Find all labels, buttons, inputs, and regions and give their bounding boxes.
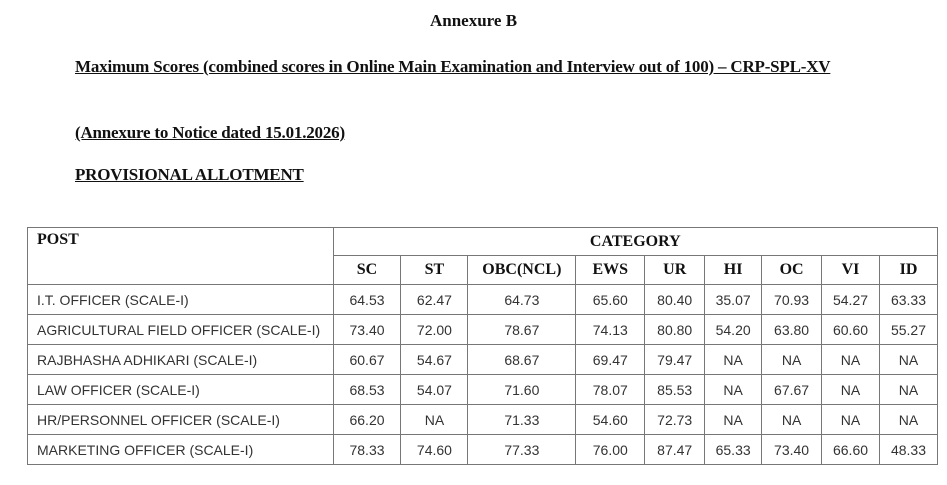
score-cell: 87.47 [645,435,705,465]
score-cell: NA [822,405,880,435]
score-cell: 54.20 [705,315,762,345]
score-cell: 73.40 [333,315,401,345]
score-cell: 69.47 [576,345,645,375]
category-header: CATEGORY [333,228,937,256]
score-cell: 64.53 [333,285,401,315]
score-cell: NA [879,345,937,375]
post-name-cell: MARKETING OFFICER (SCALE-I) [28,435,334,465]
score-cell: 60.67 [333,345,401,375]
score-cell: 74.60 [401,435,468,465]
score-cell: 65.33 [705,435,762,465]
score-cell: 64.73 [468,285,576,315]
score-cell: NA [401,405,468,435]
score-cell: 76.00 [576,435,645,465]
table-row [28,375,938,405]
score-cell: 48.33 [879,435,937,465]
notice-reference: (Annexure to Notice dated 15.01.2026) [75,123,345,142]
score-cell: 72.73 [645,405,705,435]
scores-table [27,227,938,465]
score-cell: 85.53 [645,375,705,405]
table-row [28,285,938,315]
score-cell: NA [762,345,822,375]
score-cell: 63.80 [762,315,822,345]
annexure-title: Annexure B [429,11,518,30]
score-cell: 71.33 [468,405,576,435]
column-header-hi: HI [705,256,762,285]
post-name-cell: RAJBHASHA ADHIKARI (SCALE-I) [28,345,334,375]
table-row [28,345,938,375]
score-cell: 66.20 [333,405,401,435]
score-cell: 78.33 [333,435,401,465]
score-cell: NA [822,345,880,375]
maximum-scores-heading: Maximum Scores (combined scores in Online Main Examination and Interview out of 100) – CRP-SPL-XV [75,57,831,76]
score-cell: 73.40 [762,435,822,465]
score-cell: 70.93 [762,285,822,315]
score-cell: 78.07 [576,375,645,405]
column-header-oc: OC [762,256,822,285]
score-cell: NA [879,405,937,435]
score-cell: 72.00 [401,315,468,345]
score-cell: 78.67 [468,315,576,345]
column-header-id: ID [879,256,937,285]
score-cell: 54.60 [576,405,645,435]
score-cell: 68.53 [333,375,401,405]
provisional-allotment-heading: PROVISIONAL ALLOTMENT [75,165,304,184]
header-row-category [28,228,938,256]
score-cell: NA [705,375,762,405]
score-cell: 62.47 [401,285,468,315]
score-cell: NA [705,345,762,375]
score-cell: NA [879,375,937,405]
post-name-cell: I.T. OFFICER (SCALE-I) [28,285,334,315]
score-cell: 65.60 [576,285,645,315]
column-header-sc: SC [333,256,401,285]
score-cell: 71.60 [468,375,576,405]
table-row [28,405,938,435]
score-cell: 80.80 [645,315,705,345]
column-header-ews: EWS [576,256,645,285]
score-cell: 60.60 [822,315,880,345]
score-cell: 54.27 [822,285,880,315]
score-cell: 55.27 [879,315,937,345]
score-cell: NA [705,405,762,435]
column-header-st: ST [401,256,468,285]
score-cell: 74.13 [576,315,645,345]
score-cell: 80.40 [645,285,705,315]
post-column-header: POST [28,228,334,285]
score-cell: 77.33 [468,435,576,465]
table-row [28,315,938,345]
score-cell: NA [822,375,880,405]
score-cell: 79.47 [645,345,705,375]
table-row [28,435,938,465]
score-cell: NA [762,405,822,435]
scores-table-body [28,285,938,465]
score-cell: 68.67 [468,345,576,375]
column-header-ur: UR [645,256,705,285]
score-cell: 54.67 [401,345,468,375]
column-header-vi: VI [822,256,880,285]
score-cell: 67.67 [762,375,822,405]
score-cell: 63.33 [879,285,937,315]
post-name-cell: AGRICULTURAL FIELD OFFICER (SCALE-I) [28,315,334,345]
score-cell: 35.07 [705,285,762,315]
post-name-cell: HR/PERSONNEL OFFICER (SCALE-I) [28,405,334,435]
score-cell: 66.60 [822,435,880,465]
column-header-obc-ncl: OBC(NCL) [468,256,576,285]
post-name-cell: LAW OFFICER (SCALE-I) [28,375,334,405]
score-cell: 54.07 [401,375,468,405]
